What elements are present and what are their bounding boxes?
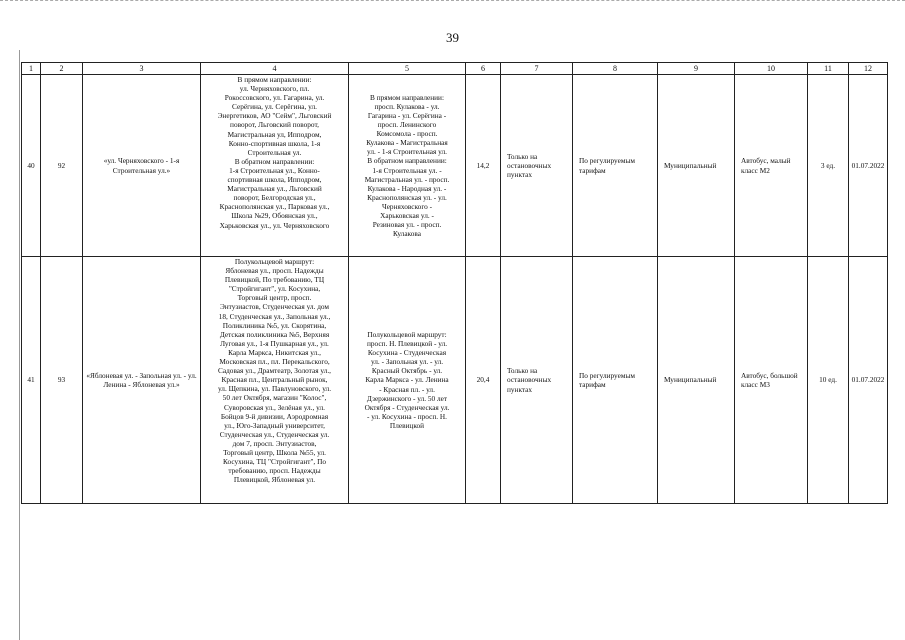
scan-left-edge [19,50,20,640]
tariff: По регулируемым тарифам [573,75,658,257]
tariff: По регулируемым тарифам [573,257,658,504]
start-date: 01.07.2022 [849,75,888,257]
routes-table [21,62,888,504]
vehicle-class: Автобус, большой класс М3 [735,257,808,504]
col-header: 1 [22,63,41,75]
page-number: 39 [446,30,459,45]
col-header: 3 [83,63,201,75]
route-type: Муниципальный [658,75,735,257]
col-header: 5 [349,63,466,75]
vehicle-count: 3 ед. [808,75,849,257]
start-date: 01.07.2022 [849,257,888,504]
col-header: 4 [201,63,349,75]
route-length: 14,2 [466,75,501,257]
col-header: 6 [466,63,501,75]
header-row [22,63,888,75]
col-header: 9 [658,63,735,75]
route-length: 20,4 [466,257,501,504]
route-number: 93 [41,257,83,504]
route-stops: Полукольцевой маршрут: просп. Н. Плевицкой - ул. Косухина - Студенческая ул. - Запольная ул. - ул. Красный Октябрь - ул. Карла Маркса - ул. Ленина - Красная пл. - ул. Дзержинского - ул. 50 лет Октября - Студенческая ул. - ул. Косухина - просп. Н. Плевицкой [349,257,466,504]
row-number: 41 [22,257,41,504]
route-type: Муниципальный [658,257,735,504]
col-header: 2 [41,63,83,75]
route-stops: В прямом направлении: просп. Кулакова - ул. Гагарина - ул. Серёгина - просп. Ленинского Комсомола - просп. Кулакова - Магистральная ул. - 1-я Строительная ул. В обратном направлении: 1-я Строительная ул. - Магистральная ул. - просп. Кулакова - Народная ул. - Краснополянская ул. - ул. Черняховского - Харьковская ул. - Резиновая ул. - просп. Кулакова [349,75,466,257]
stop-mode: Только на остановочных пунктах [501,257,573,504]
table-row [22,75,888,257]
route-name: «ул. Черняховского - 1-я Строительная ул.» [83,75,201,257]
stop-mode: Только на остановочных пунктах [501,75,573,257]
col-header: 8 [573,63,658,75]
route-streets: Полукольцевой маршрут: Яблоневая ул., просп. Надежды Плевицкой, По требованию, ТЦ "Стройгигант", ул. Косухина, Торговый центр, просп. Энтузиастов, Студенческая ул. дом 18, Студенческая ул., Запольная ул., Поликлиника №5, ул. Скорятина, Детская поликлиника №5, Верхняя Луговая ул., 1-я Пушкарная ул., ул. Карла Маркса, Никитская ул., Московская пл., пл. Перекальского, Садовая ул., Драмтеатр, Золотая ул., Красная пл., Центральный рынок, ул. Щепкина, ул. Павлуновского, ул. 50 лет Октября, магазин "Колос", Суворовская ул., Зелёная ул., ул. Бойцов 9-й дивизии, Аэродромная ул., Юго-Западный университет, Студенческая ул., Студенческая ул. дом 7, просп. Энтузиастов, Торговый центр, Школа №55, ул. Косухина, ТЦ "Стройгигант", По требованию, просп. Надежды Плевицкой, Яблоневая ул. [201,257,349,504]
route-number: 92 [41,75,83,257]
col-header: 7 [501,63,573,75]
scan-top-edge [0,0,905,4]
route-streets: В прямом направлении: ул. Черняховского, пл. Рокоссовского, ул. Гагарина, ул. Серёгина, ул. Серёгина, ул. Энергетиков, АО "Сейм", Льговский поворот, Льговский поворот, Магистральная ул, Ипподром, Конно-спортивная школа, 1-я Строительная ул. В обратном направлении: 1-я Строительная ул., Конно- спортивная школа, Ипподром, Магистральная ул., Льговский поворот, Белгородская ул., Краснополянская ул., Парковая ул., Школа №29, Обоянская ул., Харьковская ул., ул. Черняховского [201,75,349,257]
col-header: 12 [849,63,888,75]
table-row [22,257,888,504]
col-header: 11 [808,63,849,75]
vehicle-class: Автобус, малый класс М2 [735,75,808,257]
route-name: «Яблоневая ул. - Запольная ул. - ул. Ленина - Яблоневая ул.» [83,257,201,504]
row-number: 40 [22,75,41,257]
vehicle-count: 10 ед. [808,257,849,504]
col-header: 10 [735,63,808,75]
